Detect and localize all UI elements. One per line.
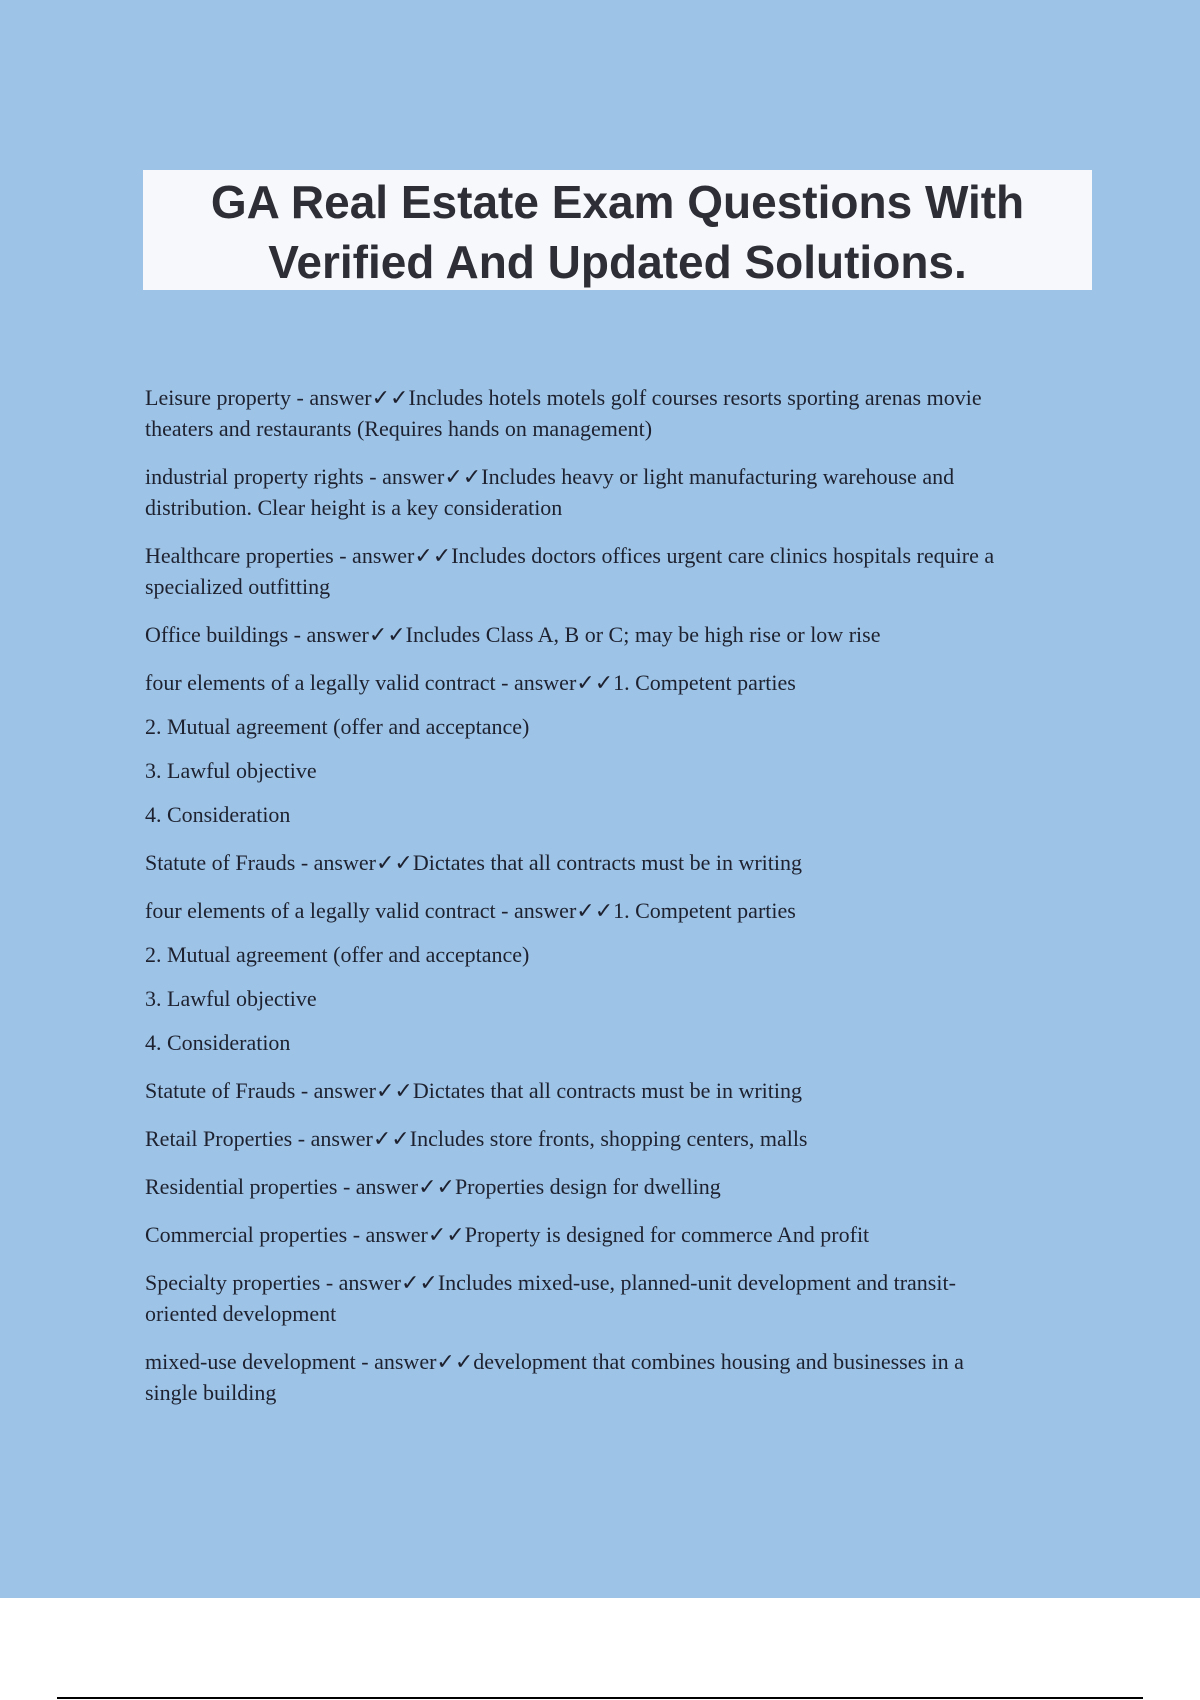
qa-entry-line: single building [145,1380,277,1405]
qa-entry-line: Office buildings - answer✓✓Includes Class A, B or C; may be high rise or low rise [145,622,881,647]
qa-entry-line: Statute of Frauds - answer✓✓Dictates that all contracts must be in writing [145,850,802,875]
qa-entry-line: Residential properties - answer✓✓Properties design for dwelling [145,1174,721,1199]
qa-entry [145,461,1090,523]
qa-entry [145,895,1090,926]
title-box [143,170,1092,290]
qa-entry [145,1171,1090,1202]
qa-entry-line: four elements of a legally valid contract - answer✓✓1. Competent parties [145,898,796,923]
qa-entry [145,1027,1090,1058]
qa-entry [145,1267,1090,1329]
footer-divider [57,1697,1143,1699]
qa-entry-line: Commercial properties - answer✓✓Property is designed for commerce And profit [145,1222,870,1247]
qa-entry [145,983,1090,1014]
qa-entry-line: 3. Lawful objective [145,986,317,1011]
qa-entry-line: mixed-use development - answer✓✓development that combines housing and businesses in a [145,1349,964,1374]
qa-entry [145,847,1090,878]
qa-entry [145,939,1090,970]
title-line-2: Verified And Updated Solutions. [268,236,967,288]
qa-entry-line: specialized outfitting [145,574,331,599]
qa-entry [145,540,1090,602]
qa-entry [145,1219,1090,1250]
qa-entry-line: Retail Properties - answer✓✓Includes store fronts, shopping centers, malls [145,1126,808,1151]
qa-entry-line: Healthcare properties - answer✓✓Includes doctors offices urgent care clinics hospitals require a [145,543,995,568]
qa-entry [145,667,1090,698]
qa-entry-line: oriented development [145,1301,337,1326]
qa-entry-line: Specialty properties - answer✓✓Includes mixed-use, planned-unit development and transit- [145,1270,956,1295]
qa-entry-line: 3. Lawful objective [145,758,317,783]
qa-entry-line: Statute of Frauds - answer✓✓Dictates that all contracts must be in writing [145,1078,802,1103]
qa-entry [145,619,1090,650]
qa-entry-line: 4. Consideration [145,802,291,827]
qa-entry-line: four elements of a legally valid contract - answer✓✓1. Competent parties [145,670,796,695]
qa-entry-line: 4. Consideration [145,1030,291,1055]
qa-list [145,382,1090,1425]
qa-entry-line: Leisure property - answer✓✓Includes hotels motels golf courses resorts sporting arenas movie [145,385,982,410]
qa-entry [145,1123,1090,1154]
qa-entry [145,1075,1090,1106]
qa-entry [145,711,1090,742]
qa-entry [145,755,1090,786]
qa-entry [145,799,1090,830]
qa-entry-line: industrial property rights - answer✓✓Includes heavy or light manufacturing warehouse and [145,464,955,489]
qa-entry [145,1346,1090,1408]
qa-entry-line: theaters and restaurants (Requires hands on management) [145,416,653,441]
qa-entry-line: 2. Mutual agreement (offer and acceptance) [145,714,530,739]
qa-entry-line: distribution. Clear height is a key consideration [145,495,563,520]
qa-entry-line: 2. Mutual agreement (offer and acceptance) [145,942,530,967]
qa-entry [145,382,1090,444]
title-line-1: GA Real Estate Exam Questions With [210,176,1025,228]
